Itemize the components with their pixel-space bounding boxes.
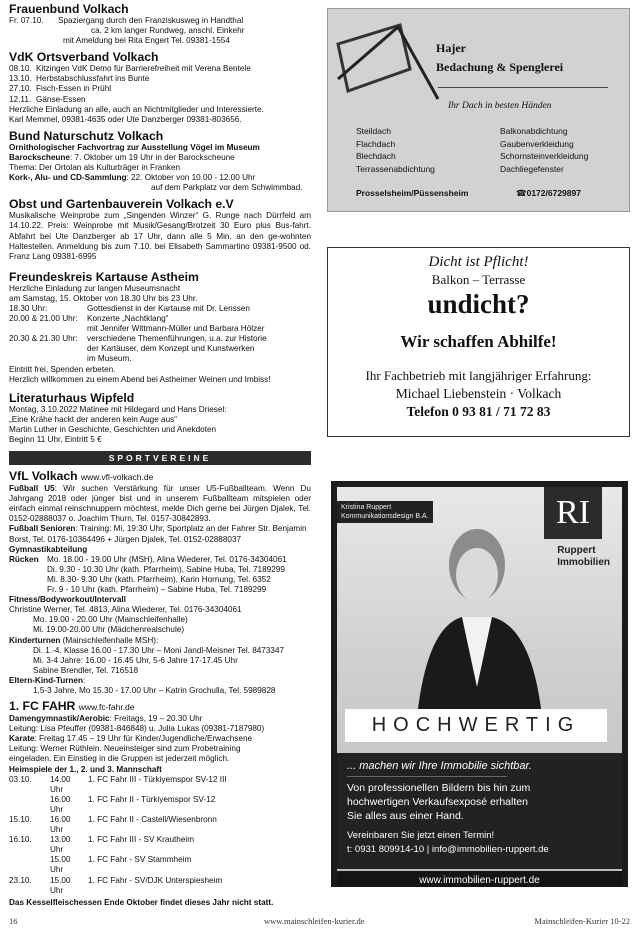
vfl-ruecken-label: Rücken: [9, 554, 39, 564]
section-title-fcfahr: [9, 699, 311, 714]
kartause-t3-text3: im Museum.: [87, 354, 132, 364]
list-item: Flachdach: [356, 138, 396, 149]
vfl-ruecken: [9, 555, 311, 595]
liebenstein-line4: Wir schaffen Abhilfe!: [400, 332, 557, 351]
vfl-eltern-colon: :: [82, 675, 86, 685]
vfl-kinder: [9, 636, 311, 646]
game-text: 1. FC Fahr - SV Stammheim: [88, 855, 192, 865]
game-text: 1. FC Fahr II - Türkiyemspor SV-12: [88, 794, 216, 804]
vfl-kinder2: Mi. 3-4 Jahre: 16.00 - 16.45 Uhr, 5-6 Jahre 17-17.45 Uhr: [33, 655, 238, 665]
vfl-eltern: [9, 676, 311, 686]
section-title-naturschutz: Bund Naturschutz Volkach: [9, 128, 164, 143]
game-text: 1. FC Fahr - SV/DJK Unterspiesheim: [88, 875, 223, 885]
ruppert-brand1: Ruppert: [557, 545, 596, 556]
ruppert-text-box: [337, 753, 622, 869]
vfl-fit2: Mo. 19.00 - 20.00 Uhr (Mainschleifenhalle): [33, 615, 188, 625]
vfl-title: VfL Volkach: [9, 469, 78, 484]
fcfahr-dg: [9, 714, 311, 724]
ruppert-cta: Vereinbaren Sie jetzt einen Termin!: [347, 830, 495, 841]
fcfahr-ka-text: : Freitag 17.45 – 19 Uhr für Kinder/Jugendliche/Erwachsene: [34, 734, 253, 744]
kartause-t3-text2: der Kartäuser, dem Konzept und Kunstwerken: [87, 344, 255, 354]
vdk-note: Herzliche Einladung an alle, auch an Nichtmitglieder und Interessierte.: [9, 104, 264, 114]
naturschutz-line1: [9, 153, 311, 163]
kartause-t3: [9, 334, 311, 344]
vdk-date: 12.11.: [9, 94, 32, 104]
game-date: [9, 795, 50, 815]
list-item: Dachliegefenster: [500, 163, 564, 174]
ruppert-tag: ... machen wir Ihre Immobilie sichtbar.: [347, 760, 532, 772]
ruppert-contact: t: 0931 809914-10 | info@immobilien-ruppert.de: [347, 844, 549, 855]
section-title-vfl: [9, 469, 311, 484]
hajer-name1: Hajer: [436, 41, 466, 55]
list-item: Mi. 8.30- 9.30 Uhr (kath. Pfarrheim), Karin Hornung, Tel. 6352: [47, 574, 271, 584]
vfl-sen-text: : Training: Mi, 19:30 Uhr, Sportplatz an der Fahrer Str. Benjamin Borst, Tel. 0176-10364496 + Jürgen Djalek, Tel. 0152-02888037: [9, 524, 307, 544]
section-title-frauenbund: Frauenbund Volkach: [9, 2, 129, 16]
game-date: 03.10.: [9, 774, 32, 784]
portrait-face: [456, 548, 498, 602]
game-time: 15.00 Uhr: [50, 875, 71, 895]
vfl-kinder1: Di. 1.-4. Klasse 16.00 - 17.30 Uhr – Moni Jandl-Meisner Tel. 8473347: [33, 645, 285, 655]
section-title-kartause: Freundeskreis Kartause Astheim: [9, 269, 199, 284]
list-item: Schornsteinverkleidung: [500, 151, 589, 161]
vdk-date: 27.10.: [9, 84, 32, 94]
fcfahr-dg-label: Damengymnastik/Aerobic: [9, 714, 110, 724]
liebenstein-line7: Telefon 0 93 81 / 71 72 83: [406, 404, 551, 419]
liebenstein-line6: Michael Liebenstein · Volkach: [395, 386, 562, 401]
vdk-date: 08.10.: [9, 64, 32, 74]
list-item: Gaubenverkleidung: [500, 138, 574, 149]
list-item: Balkonabdichtung: [500, 126, 568, 136]
kartause-time: 20.00 & 21.00 Uhr:: [9, 314, 78, 324]
literatur-l1: Montag, 3.10.2022 Matinee mit Hildegard und Hans Driesel:: [9, 404, 227, 414]
vfl-kinder3: Sabine Brendler, Tel. 716518: [33, 665, 138, 675]
kartause-time-text: Gottesdienst in der Kartause mit Dr. Lenssen: [87, 303, 250, 313]
list-item: Fr. 9 - 10 Uhr (kath. Pfarrheim) – Sabine Huba, Tel. 7189299: [47, 585, 267, 595]
ruppert-person: Kristina Ruppert: [341, 504, 392, 511]
hajer-roof-shape: [338, 25, 410, 91]
kartause-time: 20.30 & 21.30 Uhr:: [9, 334, 78, 344]
list-item: [9, 64, 311, 74]
fcfahr-ka3: eingeladen. Ein Einstieg in die Gruppen ist jederzeit möglich.: [9, 754, 230, 764]
fcfahr-final: Das Kesselfleischessen Ende Oktober findet dieses Jahr nicht statt.: [9, 897, 274, 907]
vfl-eltern-label: Eltern-Kind-Turnen: [9, 675, 83, 685]
vfl-senioren: [9, 524, 311, 544]
frauenbund-text2: ca. 2 km langer Rundweg, anschl. Einkehr: [91, 26, 245, 36]
hajer-slogan: Ihr Dach in besten Händen: [448, 101, 552, 111]
ruppert-brand2: Immobilien: [557, 557, 610, 568]
naturschutz-line1-text: : 7. Oktober um 19 Uhr in der Barockscheune: [69, 152, 235, 162]
kartause-free: Eintritt frei, Spenden erbeten.: [9, 364, 116, 374]
list-item: Di. 9.30 - 10.30 Uhr (kath. Pfarrheim), Sabine Huba, Tel. 7189299: [47, 564, 285, 574]
game-text: 1. FC Fahr II - Castell/Wiesenbronn: [88, 815, 217, 824]
vdk-text: Herbstabschlussfahrt ins Bunte: [36, 74, 150, 84]
frauenbund-text1: Spaziergang durch den Franziskusweg in Handthal: [58, 16, 244, 25]
hajer-divider: [438, 87, 608, 88]
ruppert-person-role: Kommunikationsdesign B.A.: [341, 513, 429, 520]
page-footer: [0, 916, 640, 930]
vfl-fb-text: : Wir suchen Verstärkung für unser U5-Fußballteam. Wenn Du Jahrgang 2018 oder jünger bist und in unserem Fußballteam mitspielen oder einfach einmal reinschnuppern möchtest, melde Dich gerne bei Jürgen Djalek, Tel. 0152-02888037 o. Joachim Thurn, Tel. 0157-30842893.: [9, 484, 311, 524]
vfl-fb-label: Fußball U5: [9, 484, 55, 494]
literatur-l2: „Eine Krähe hackt der anderen kein Auge aus“: [9, 414, 177, 424]
vfl-gym-label: Gymnastikabteilung: [9, 544, 88, 554]
hajer-services-right: [500, 125, 588, 175]
ad-ruppert-immobilien[interactable]: [331, 481, 628, 887]
naturschutz-line3-text: : 22. Oktober von 10.00 - 12.00 Uhr: [126, 173, 256, 183]
ad-hajer[interactable]: [327, 8, 630, 212]
vdk-contact: Karl Memmel, 09381-4635 oder Ute Danzberger 09381-803656.: [9, 114, 242, 124]
vfl-kinder-loc: (Mainschleifenhalle MSH):: [60, 635, 159, 645]
game-date: 16.10.: [9, 835, 32, 845]
fcfahr-heim-label: Heimspiele der 1., 2. und 3. Mannschaft: [9, 764, 162, 774]
events-column: [9, 2, 311, 908]
frauenbund-date: Fr. 07.10.: [9, 16, 44, 25]
game-date: 23.10.: [9, 875, 32, 885]
footer-issue: Mainschleifen-Kurier 10-22: [534, 916, 630, 926]
naturschutz-line1-bold: Barockscheune: [9, 152, 70, 162]
frauenbund-row: [9, 16, 311, 26]
game-time: 14.00 Uhr: [50, 774, 71, 794]
game-text: 1. FC Fahr III - Türkiyemspor SV-12 III: [88, 774, 227, 784]
kartause-t2-text2: mit Jennifer Wittmann-Müller und Barbara Hölzer: [87, 324, 265, 334]
naturschutz-line3: [9, 173, 311, 183]
vfl-fit1: Christine Werner, Tel. 4813, Alina Wiederer, Tel. 0176-34304061: [9, 605, 242, 615]
vfl-eltern1: 1,5-3 Jahre, Mo 15.30 - 17.00 Uhr – Katrin Grochulla, Tel. 5989828: [33, 685, 276, 695]
ruppert-body2: hochwertigen Verkaufsexposé erhalten: [347, 796, 528, 808]
kartause-intro1: Herzliche Einladung zur langen Museumsnacht: [9, 283, 181, 293]
hajer-phone: ☎0172/6729897: [516, 188, 581, 198]
game-time: 16.00 Uhr: [50, 815, 71, 835]
ruppert-web[interactable]: www.immobilien-ruppert.de: [337, 871, 622, 887]
ruppert-photo-area: [337, 487, 622, 887]
ruppert-body1: Von professionellen Bildern bis hin zum: [347, 782, 531, 794]
list-item: Terrassenabdichtung: [356, 163, 435, 174]
fcfahr-ka: [9, 734, 311, 744]
section-title-literatur: Literaturhaus Wipfeld: [9, 390, 135, 405]
hajer-services-left: [356, 125, 435, 175]
kartause-t1: [9, 304, 311, 314]
page-number: 16: [9, 916, 18, 926]
kartause-end: Herzlich willkommen zu einem Abend bei Astheimer Weinen und Imbiss!: [9, 374, 271, 384]
fcfahr-dg2: Leitung: Lisa Pfeuffer (09381-846848) u. Julia Lukas (09381-7187980): [9, 724, 265, 734]
fcfahr-dg-text: : Freitags, 19 – 20.30 Uhr: [109, 714, 203, 724]
hajer-place: Prosselsheim/Püssensheim: [356, 188, 469, 198]
liebenstein-line3: undicht?: [427, 289, 530, 319]
vdk-text: Fisch-Essen in Prühl: [36, 84, 112, 94]
naturschutz-sub: Ornithologischer Fachvortrag zur Ausstellung Vögel im Museum: [9, 142, 260, 152]
ad-liebenstein[interactable]: [327, 247, 630, 437]
vfl-fussball-u5: [9, 484, 311, 524]
game-time: 13.00 Uhr: [50, 835, 71, 855]
game-time: 16.00 Uhr: [50, 794, 71, 814]
vfl-fit3: Mi. 19.00-20.00 Uhr (Mädchenrealschule): [33, 625, 185, 635]
vfl-sen-label: Fußball Senioren: [9, 524, 76, 534]
vdk-date: 13.10.: [9, 74, 32, 84]
vdk-list: [9, 64, 311, 104]
kartause-time-text: Konzerte „Nachtklang“: [87, 314, 169, 324]
literatur-l3: Martin Luther in Geschichte, Geschichten und Anekdoten: [9, 424, 217, 434]
ruppert-divider: [347, 776, 507, 777]
section-title-obst: Obst und Gartenbauverein Volkach e.V: [9, 197, 234, 212]
game-text: 1. FC Fahr III - SV Krautheim: [88, 835, 195, 845]
literatur-l4: Beginn 11 Uhr, Eintritt 5 €: [9, 435, 102, 444]
fcfahr-ka2: Leitung: Werner Rüthlein. Neueinsteiger sind zum Probetraining: [9, 744, 241, 754]
ruppert-brand: [557, 545, 610, 569]
game-date: [9, 855, 50, 875]
vfl-url: www.vfl-volkach.de: [81, 472, 154, 483]
vfl-fit-label: Fitness/Bodyworkout/Intervall: [9, 595, 126, 605]
hajer-name2: Bedachung & Spenglerei: [436, 60, 564, 74]
list-item: [9, 84, 311, 94]
sportvereine-bar: SPORTVEREINE: [9, 451, 311, 465]
liebenstein-line5: Ihr Fachbetrieb mit langjähriger Erfahrung:: [365, 368, 592, 383]
naturschutz-line2: Thema: Der Ortolan als Kulturträger in Franken: [9, 163, 181, 173]
list-item: Blechdach: [356, 151, 396, 161]
liebenstein-line1: Dicht ist Pflicht!: [428, 254, 529, 270]
frauenbund-text3: mit Ameldung bei Rita Engert Tel. 09381-1554: [63, 36, 230, 46]
liebenstein-line2: Balkon – Terrasse: [431, 272, 526, 287]
game-time: 15.00 Uhr: [50, 855, 71, 875]
game-date: 15.10.: [9, 815, 32, 824]
ruppert-person-label: [337, 501, 433, 523]
fcfahr-ka-label: Karate: [9, 734, 35, 744]
list-item: [9, 95, 311, 105]
kartause-time-text: verschiedene Themenführungen, u.a. zur Historie: [87, 334, 267, 344]
list-item: [9, 74, 311, 84]
ruppert-logo: RI: [544, 487, 602, 539]
kartause-t2: [9, 314, 311, 324]
fcfahr-title: 1. FC FAHR: [9, 699, 76, 714]
naturschutz-line4: auf dem Parkplatz vor dem Schwimmbad.: [151, 183, 303, 193]
ruppert-body3: Sie alles aus einer Hand.: [347, 810, 464, 822]
footer-web[interactable]: www.mainschleifen-kurier.de: [264, 916, 365, 926]
list-item: Steildach: [356, 126, 391, 136]
fcfahr-url: www.fc-fahr.de: [78, 702, 135, 713]
vfl-kinder-label: Kinderturnen: [9, 635, 61, 645]
vdk-text: Kitzingen VdK Demo für Barrierefreiheit mit Verena Bentele: [36, 64, 251, 74]
vdk-text: Gänse-Essen: [36, 94, 86, 104]
kartause-time: 18.30 Uhr:: [9, 303, 48, 313]
ruppert-headline: HOCHWERTIG: [345, 709, 607, 742]
obst-text: Musikalische Weinprobe zum „Singenden Winzer“ G. Runge nach Dürrfeld am 14.10.22. Preis: Weinprobe mit Musik/Gesang/Brotzeit 30 Euro plus Bus-fahrt. Abfahrt bei Ute Danzberger ab 17 Uhr, dann alle 5 Min. an den ge-wohnten Haltestellen. Anmeldung bis zum 7.10. bei Elisabeth Sammartino 09381-9500 od. Franz Lang 09381-6995: [9, 211, 311, 261]
fcfahr-games: [9, 775, 311, 896]
list-item: Mo. 18.00 - 19.00 Uhr (MSH), Alina Wiederer, Tel. 0176-34304061: [47, 554, 287, 564]
section-title-vdk: VdK Ortsverband Volkach: [9, 50, 159, 65]
naturschutz-line3-bold: Kork-, Alu- und CD-Sammlung: [9, 173, 127, 183]
kartause-intro2: am Samstag, 15. Oktober von 18.30 Uhr bis 23 Uhr.: [9, 293, 198, 303]
